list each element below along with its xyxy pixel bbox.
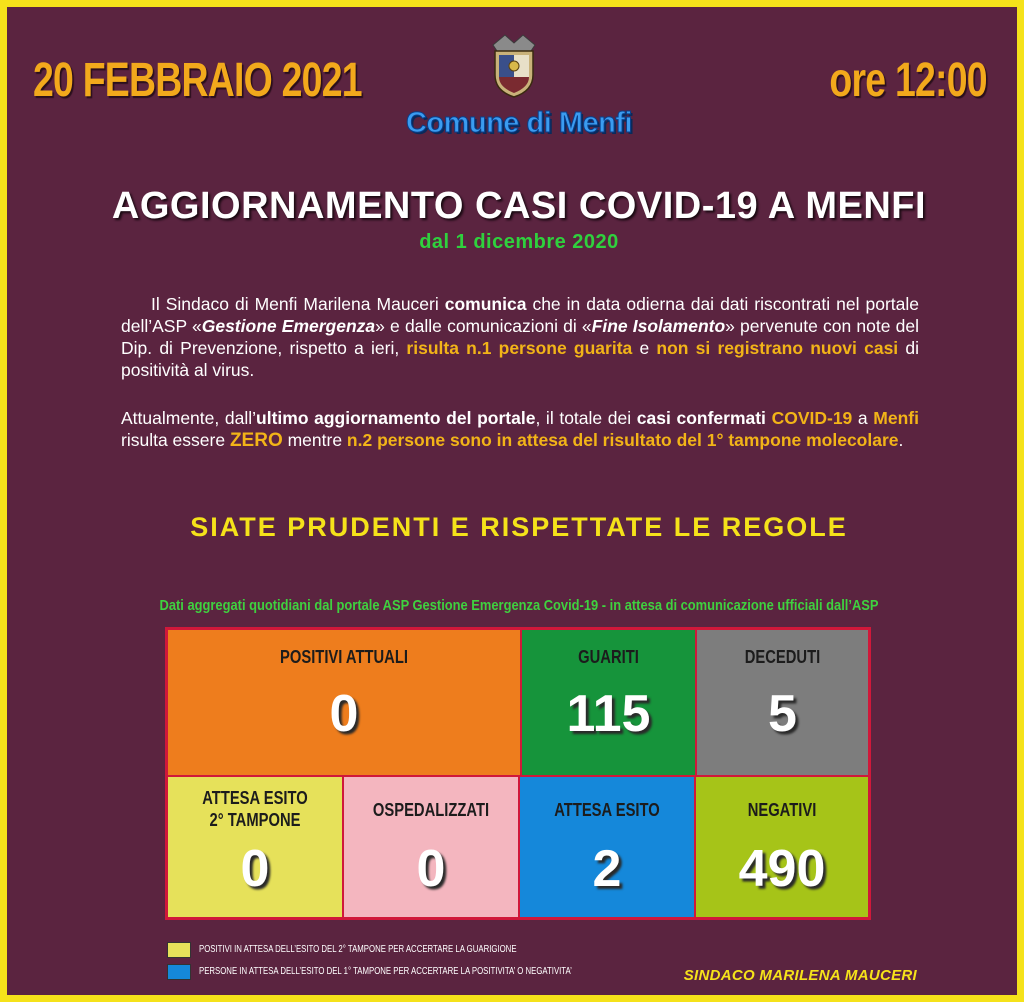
comune-logo-text: Comune di Menfi (405, 107, 633, 139)
legend-swatch (167, 964, 191, 980)
stat-value: 2 (592, 840, 622, 898)
legend-swatch (167, 942, 191, 958)
legend-text: POSITIVI IN ATTESA DELL’ESITO DEL 2° TAMPONE PER ACCERTARE LA GUARIGIONE (199, 944, 517, 955)
slogan: SIATE PRUDENTI E RISPETTATE LE REGOLE (190, 512, 848, 542)
stat-value: 0 (416, 840, 446, 898)
stats-grid (165, 627, 871, 920)
page-title: AGGIORNAMENTO CASI COVID-19 A MENFI (111, 185, 927, 227)
stat-value: 0 (240, 840, 270, 898)
stat-value: 490 (738, 840, 826, 898)
stat-attesa-esito-2-tampone (168, 777, 342, 917)
stat-attesa-esito (520, 777, 694, 917)
stat-guariti (522, 630, 695, 775)
stat-value: 5 (768, 685, 797, 743)
announcement-paragraph-2: Attualmente, dall’ultimo aggiornamento del portale, il totale dei casi confermati COVID-19 a Menfi risulta essere ZERO mentre n.2 persone sono in attesa del risultato del 1° tampone molecolare. (121, 408, 919, 451)
data-caption: Dati aggregati quotidiani dal portale ASP Gestione Emergenza Covid-19 - in attesa di comunicazione ufficiali dall’ASP (159, 597, 879, 614)
date-heading: 20 FEBBRAIO 2021 (33, 54, 362, 107)
time-heading: ore 12:00 (829, 54, 987, 107)
stat-label: ATTESA ESITO (554, 800, 660, 820)
stat-negativi (696, 777, 868, 917)
signature: SINDACO MARILENA MAUCERI (683, 967, 917, 984)
stat-label: ATTESA ESITO (202, 788, 308, 808)
stat-value: 115 (566, 685, 651, 743)
stat-value: 0 (329, 685, 359, 743)
stat-label: POSITIVI ATTUALI (280, 647, 408, 667)
announcement-paragraph-1: Il Sindaco di Menfi Marilena Mauceri comunica che in data odierna dai dati riscontrati nel portale dell’ASP «Gestione Emergenza» e dalle comunicazioni di «Fine Isolamento» pervenute con note del Dip. di Prevenzione, rispetto a ieri, risulta n.1 persone guarita e non si registrano nuovi casi di positività al virus. (121, 294, 919, 380)
stat-ospedalizzati (344, 777, 518, 917)
crest-icon (485, 31, 543, 101)
stat-label: GUARITI (578, 647, 639, 667)
stat-deceduti (697, 630, 868, 775)
stat-positivi-attuali (168, 630, 520, 775)
stat-label: NEGATIVI (747, 800, 817, 820)
legend-text: PERSONE IN ATTESA DELL’ESITO DEL 1° TAMPONE PER ACCERTARE LA POSITIVITA’ O NEGATIVITA’ (199, 966, 572, 977)
page-subtitle: dal 1 dicembre 2020 (419, 231, 619, 253)
stat-label: 2° TAMPONE (209, 810, 301, 830)
stat-label: OSPEDALIZZATI (372, 800, 490, 820)
stat-label: DECEDUTI (744, 647, 821, 667)
